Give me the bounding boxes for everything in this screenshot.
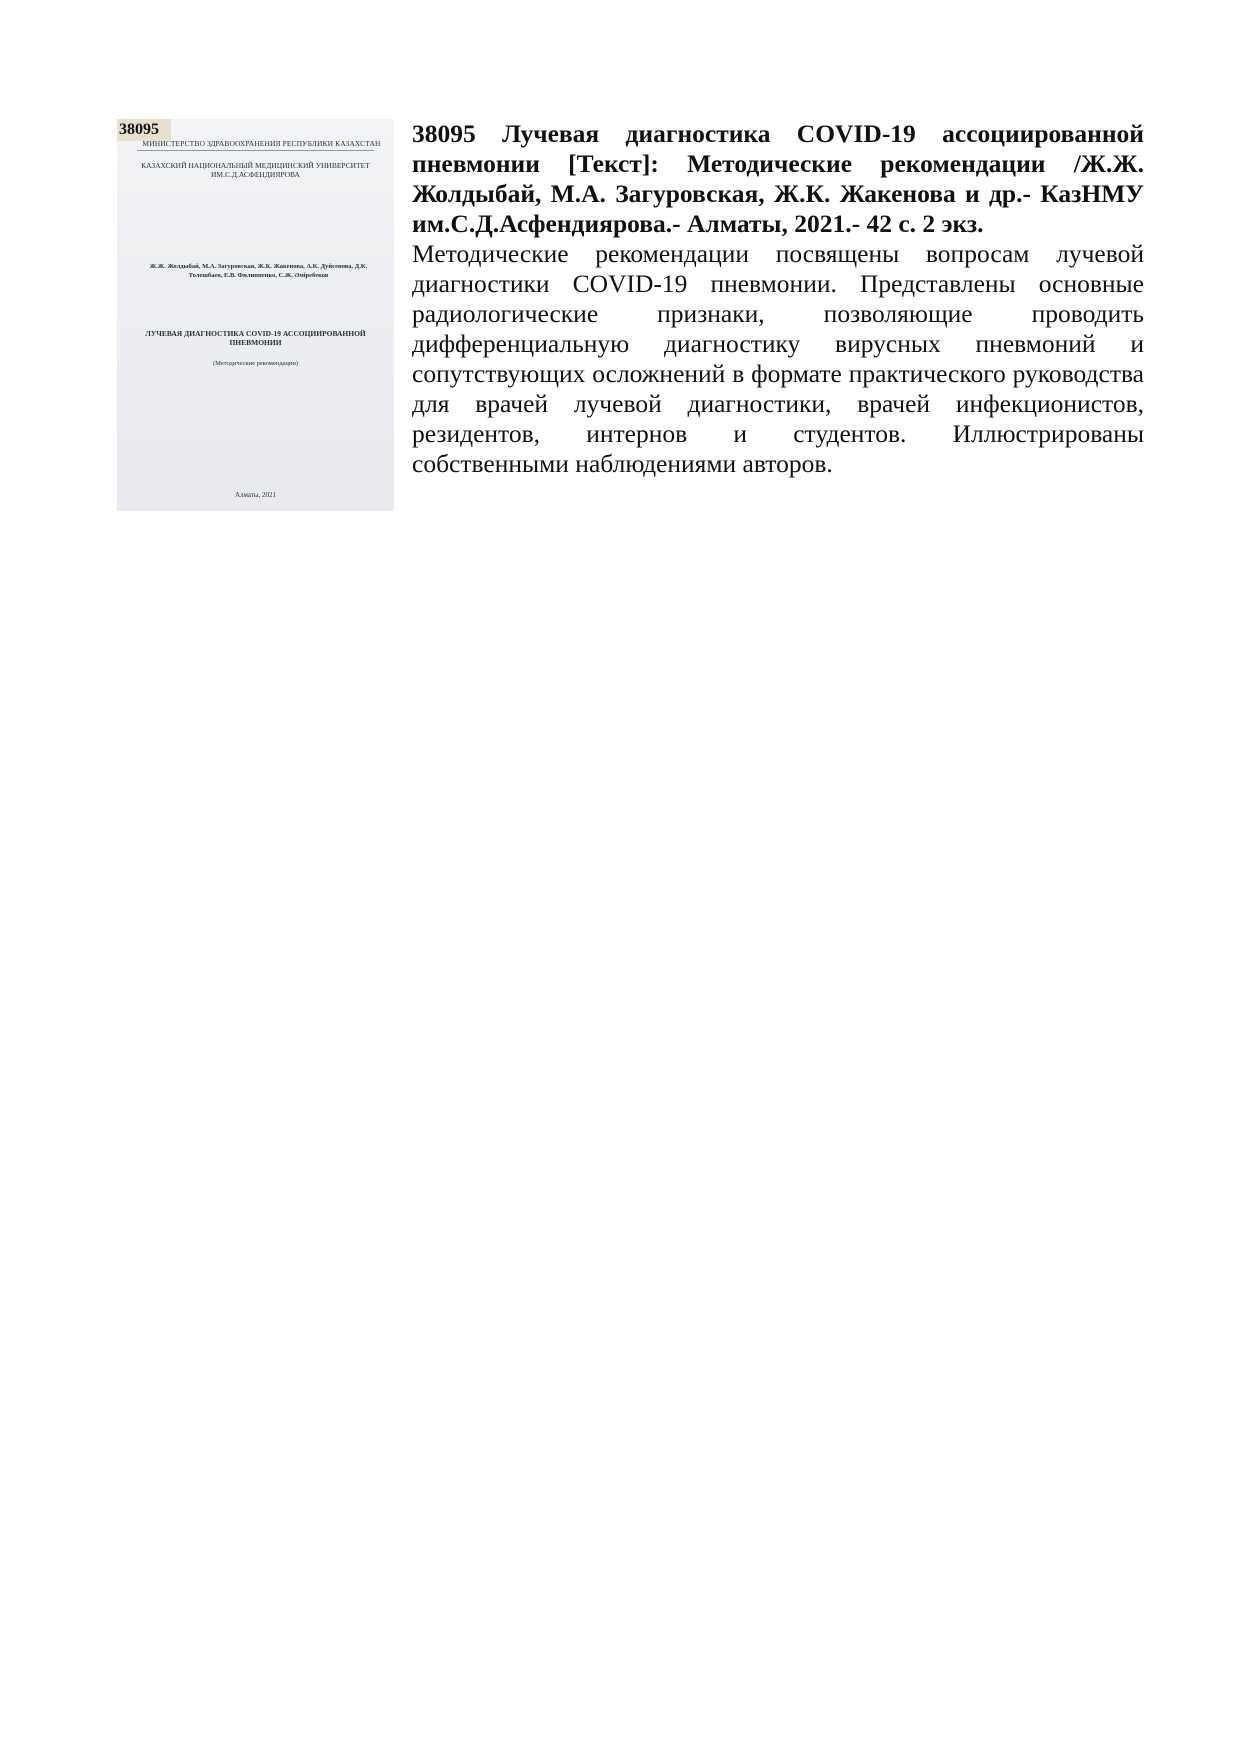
- cover-subtitle: (Методические рекомендации): [212, 360, 299, 367]
- cover-title: ЛУЧЕВАЯ ДИАГНОСТИКА COVID-19 АССОЦИИРОВАННОЙ ПНЕВМОНИИ: [145, 329, 366, 347]
- cover-authors: Ж.Ж. Жолдыбай, М.А. Загуровская, Ж.К. Жакенова, А.К. Дуйсенова, Д.К. Толешбаев, Е.В. Филиппенко, С.Ж. Әміребеков: [149, 263, 368, 279]
- cover-place-year: Алматы, 2021: [234, 491, 277, 499]
- bibliographic-citation: 38095 Лучевая диагностика COVID-19 ассоциированной пневмонии [Текст]: Методические рекомендации /Ж.Ж. Жолдыбай, М.А. Загуровская, Ж.К. Жакенова и др.- КазНМУ им.С.Д.Асфендиярова.- Алматы, 2021.- 42 с. 2 экз.: [412, 119, 1144, 238]
- cover-divider: [137, 150, 374, 151]
- catalog-entry: [117, 119, 1144, 513]
- book-cover-image: [117, 119, 394, 511]
- cover-university: КАЗАХСКИЙ НАЦИОНАЛЬНЫЙ МЕДИЦИНСКИЙ УНИВЕРСИТЕТ ИМ.С.Д.АСФЕНДИЯРОВА: [141, 161, 370, 179]
- annotation-text: Методические рекомендации посвящены вопросам лучевой диагностики COVID-19 пневмонии. Представлены основные радиологические признаки, позволяющие проводить дифференциальную диагностику вирусных пневмоний и сопутствующих осложнений в формате практического руководства для врачей лучевой диагностики, врачей инфекционистов, резидентов, интернов и студентов. Иллюстрированы собственными наблюдениями авторов.: [412, 239, 1144, 478]
- cover-inventory-number: 38095: [117, 119, 171, 141]
- cover-ministry: МИНИСТЕРСТВО ЗДРАВООХРАНЕНИЯ РЕСПУБЛИКИ КАЗАХСТАН: [142, 139, 381, 148]
